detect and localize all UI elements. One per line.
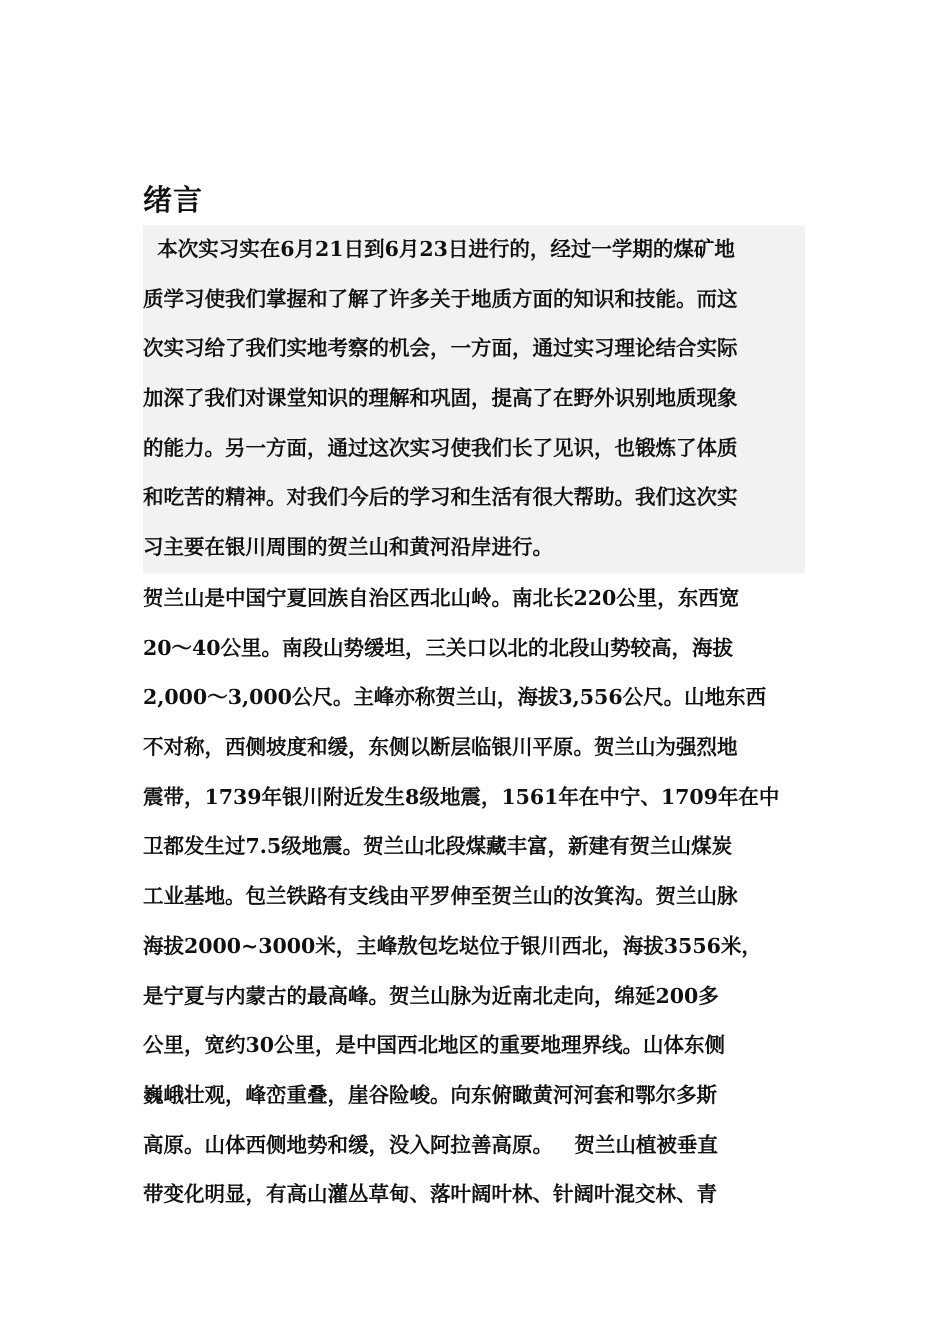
body-line: 2,000～3,000公尺。主峰亦称贺兰山，海拔3,556公尺。山地东西 bbox=[143, 685, 767, 710]
body-line: 海拔2000~3000米，主峰敖包圪垯位于银川西北，海拔3556米， bbox=[143, 933, 762, 958]
intro-line: 习主要在银川周围的贺兰山和黄河沿岸进行。 bbox=[143, 535, 553, 560]
intro-line: 的能力。另一方面，通过这次实习使我们长了见识，也锻炼了体质 bbox=[143, 435, 738, 460]
section-heading: 绪言 bbox=[143, 183, 204, 217]
body-line: 是宁夏与内蒙古的最高峰。贺兰山脉为近南北走向，绵延200多 bbox=[143, 983, 719, 1008]
body-line: 卫都发生过7.5级地震。贺兰山北段煤藏丰富，新建有贺兰山煤炭 bbox=[143, 834, 733, 859]
intro-line: 本次实习实在6月21日到6月23日进行的，经过一学期的煤矿地 bbox=[143, 237, 735, 261]
body-line: 工业基地。包兰铁路有支线由平罗伸至贺兰山的汝箕沟。贺兰山脉 bbox=[143, 884, 738, 909]
intro-line: 和吃苦的精神。对我们今后的学习和生活有很大帮助。我们这次实 bbox=[143, 485, 738, 510]
body-paragraph bbox=[143, 574, 818, 1220]
body-line: 公里，宽约30公里，是中国西北地区的重要地理界线。山体东侧 bbox=[143, 1033, 726, 1058]
body-line: 带变化明显，有高山灌丛草甸、落叶阔叶林、针阔叶混交林、青 bbox=[143, 1182, 717, 1207]
body-line: 高原。山体西侧地势和缓，没入阿拉善高原。 贺兰山植被垂直 bbox=[143, 1132, 718, 1157]
intro-paragraph bbox=[143, 225, 805, 573]
body-line: 20～40公里。南段山势缓坦，三关口以北的北段山势较高，海拔 bbox=[143, 635, 734, 660]
intro-line: 次实习给了我们实地考察的机会，一方面，通过实习理论结合实际 bbox=[143, 336, 738, 361]
body-line: 巍峨壮观，峰峦重叠，崖谷险峻。向东俯瞰黄河河套和鄂尔多斯 bbox=[143, 1082, 717, 1107]
intro-line: 加深了我们对课堂知识的理解和巩固，提高了在野外识别地质现象 bbox=[143, 386, 738, 411]
body-line: 贺兰山是中国宁夏回族自治区西北山岭。南北长220公里，东西宽 bbox=[143, 586, 740, 610]
intro-line: 质学习使我们掌握和了解了许多关于地质方面的知识和技能。而这 bbox=[143, 286, 738, 311]
body-line: 震带，1739年银川附近发生8级地震，1561年在中宁、1709年在中 bbox=[143, 784, 780, 809]
body-line: 不对称，西侧坡度和缓，东侧以断层临银川平原。贺兰山为强烈地 bbox=[143, 735, 738, 760]
